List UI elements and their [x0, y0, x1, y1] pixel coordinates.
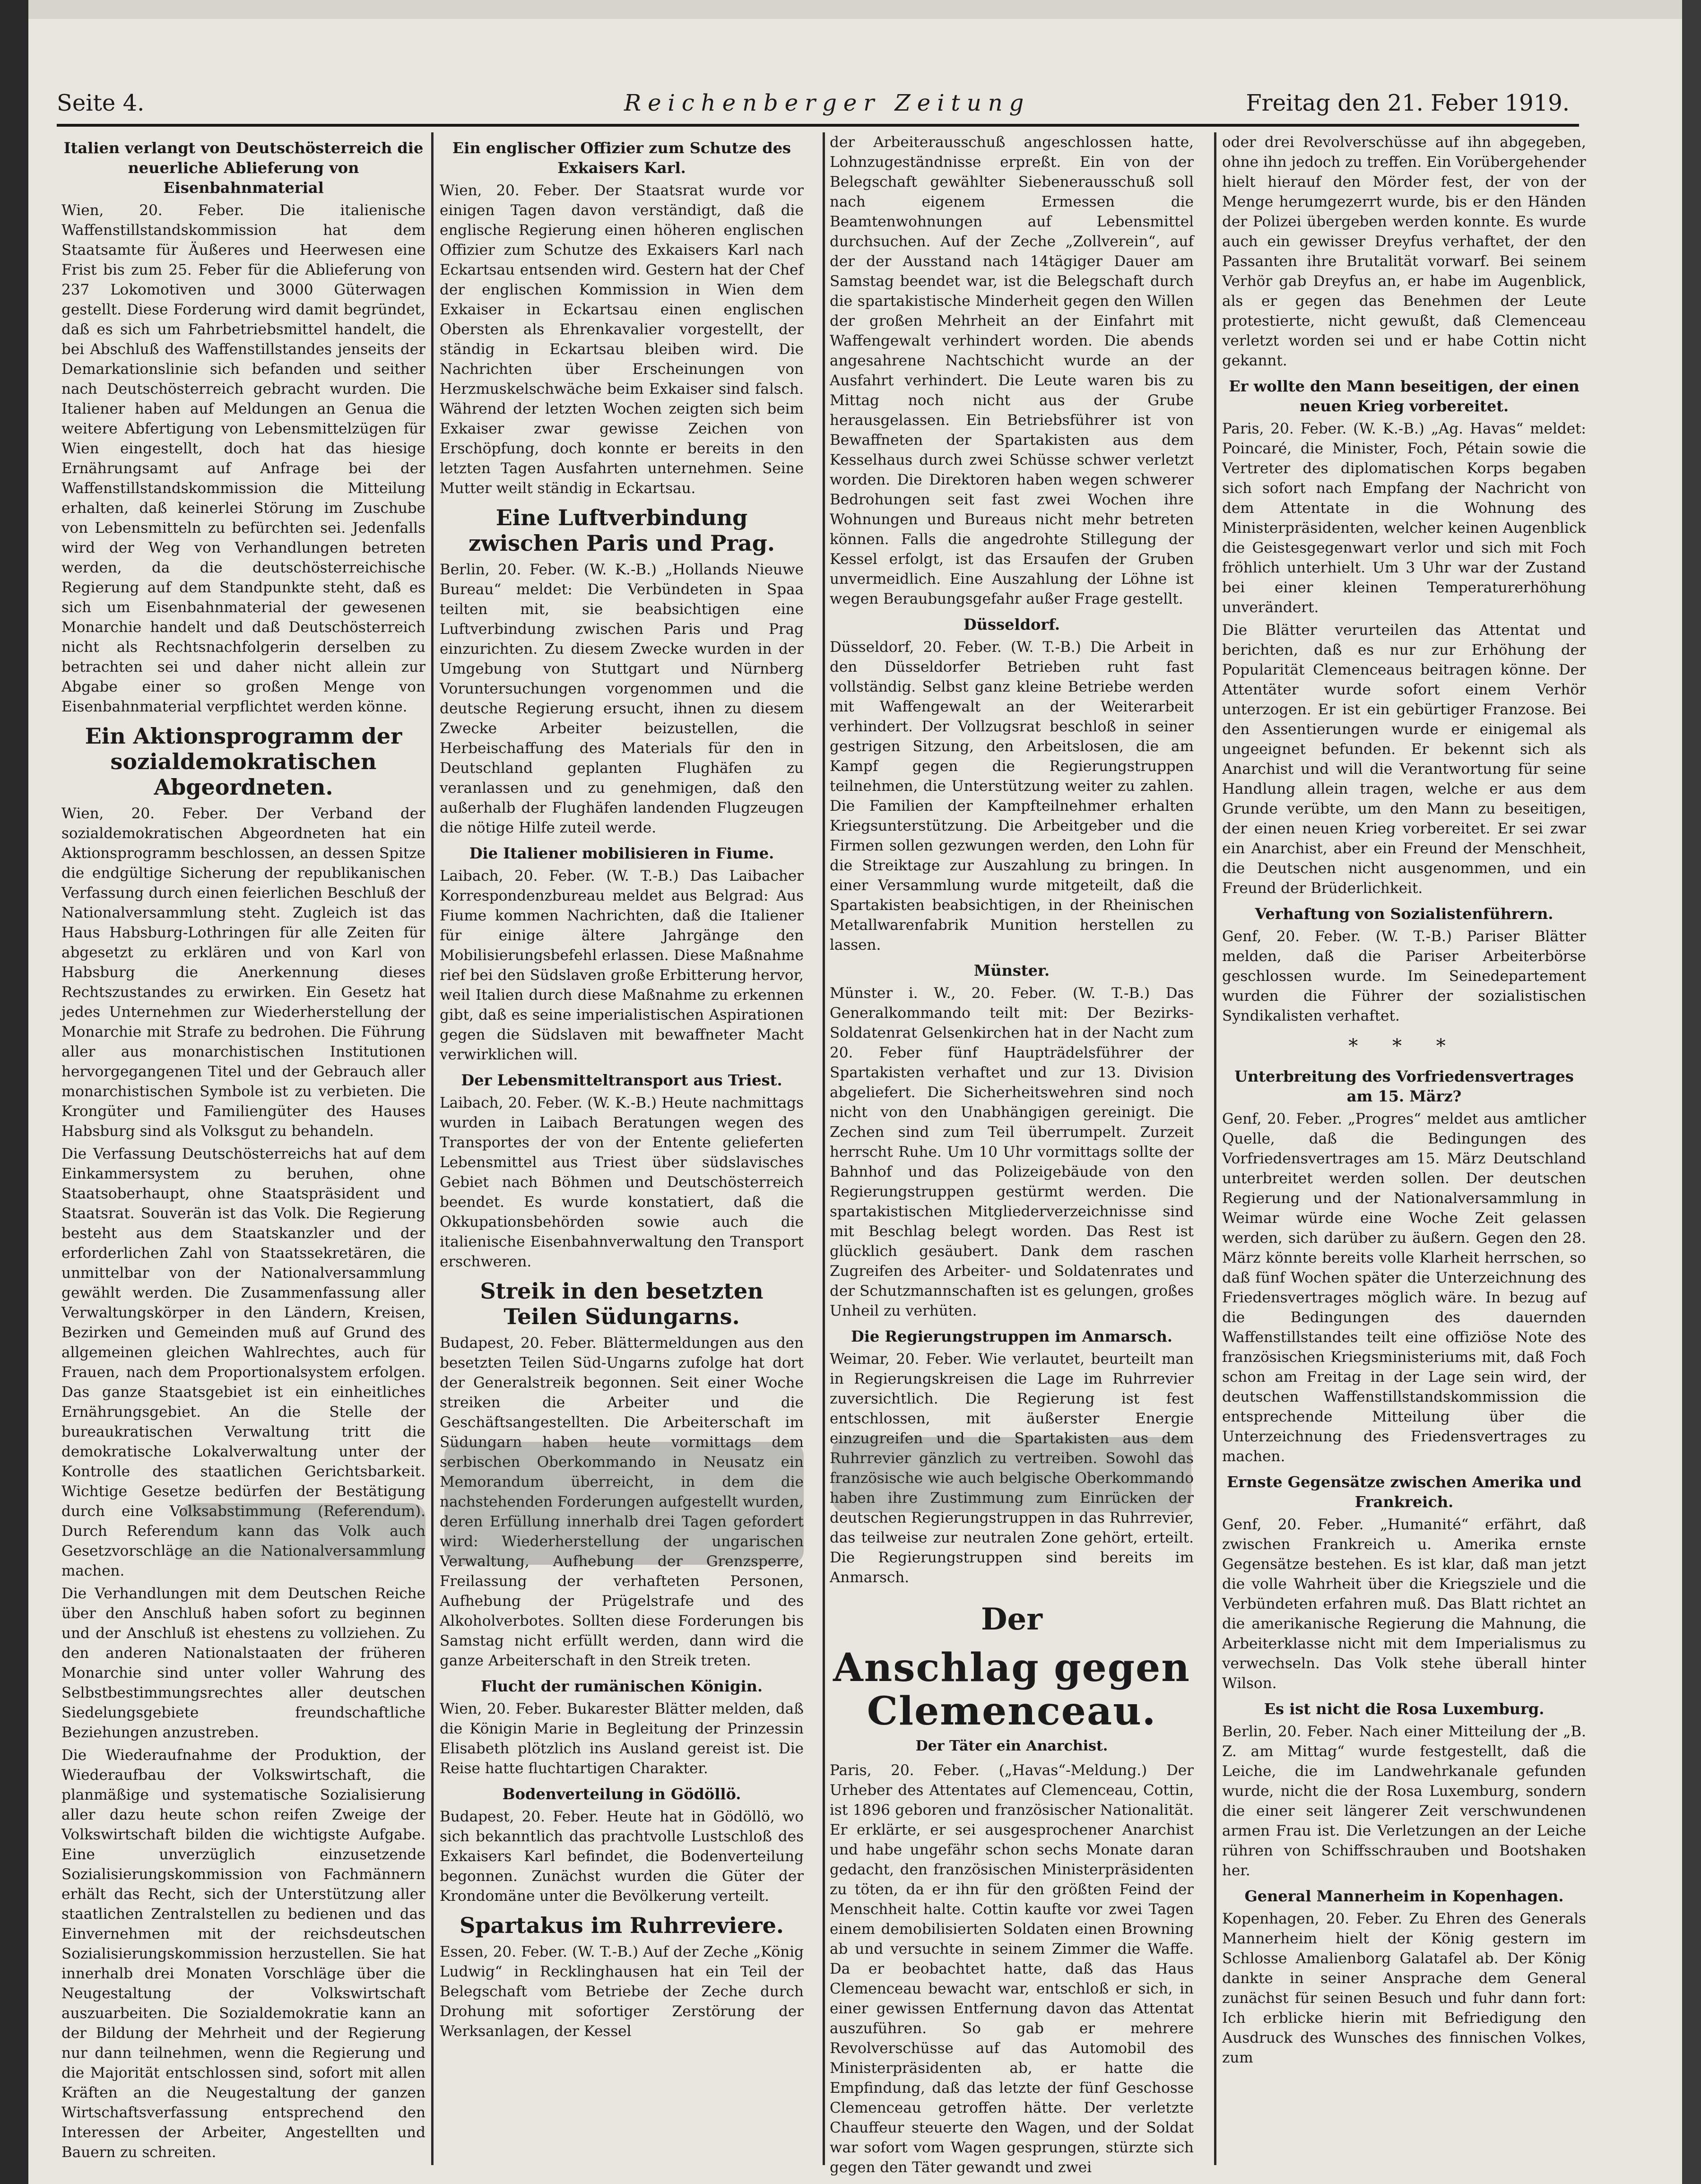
article-body: Paris, 20. Feber. („Havas“-Meldung.) Der Urheber des Attentates auf Clemenceau, Cottin, ist 1896 geboren und französischer Nationalität. Er erklärte, er sei ausgesprochener Anarchist und habe ungefähr schon sechs Monate daran gedacht, den französischen Ministerpräsidenten zu töten, da er ihn für den größten Feind der Menschheit halte. Cottin kaufte vor zwei Tagen einem demobilisierten Soldaten einen Browning ab und versuchte in seinem Zimmer die Waffe. Da er beobachtet hatte, daß das Haus Clemenceau bewacht war, entschloß er sich, in einer gewissen Entfernung davon das Attentat auszuführen. So gab er mehrere Revolverschüsse auf das Automobil des Ministerpräsidenten ab, er hatte die Empfindung, daß das letzte der fünf Geschosse Clemenceau getroffen hätte. Der verletzte Chauffeur steuerte den Wagen, und der Soldat war sofort vom Wagen gesprungen, stürzte sich gegen den Täter gewandt und zwei	[830, 1762, 1194, 2176]
article-body: Essen, 20. Feber. (W. T.-B.) Auf der Zeche „König Ludwig“ in Recklinghausen hat ein Teil der Belegschaft vom Betriebe der Zeche durch Drohung mit sofortiger Zerstörung der Werksanlagen, der Kessel	[440, 1943, 804, 2040]
column-1	[61, 132, 425, 2165]
article-headline: Eine Luftverbindung zwischen Paris und Prag.	[469, 505, 775, 556]
header-rule	[57, 124, 1579, 127]
ink-smudge	[444, 1442, 804, 1565]
article-body: Laibach, 20. Feber. (W. K.-B.) Heute nachmittags wurden in Laibach Beratungen wegen des Transportes der von der Entente gelieferten Lebensmittel aus Triest über südslavisches Gebiet nach Böhmen und Deutschösterreich beendet. Es wurde konstatiert, daß die Okkupationsbehörden sowie auch die italienische Eisenbahnverwaltung den Transport erschweren.	[440, 1094, 804, 1270]
article-body: Münster i. W., 20. Feber. (W. T.-B.) Das Generalkommando teilt mit: Der Bezirks-Soldatenrat Gelsenkirchen hat in der Nacht zum 20. Feber fünf Haupträdelsführer der Spartakisten verhaftet und zur 13. Division abgeliefert. Die Sicherheitswehren sind noch nicht von den Unabhängigen gereinigt. Die Zechen sind zum Teil überrumpelt. Zurzeit herrscht Ruhe. Um 10 Uhr vormittags sollte der Bahnhof und das Polizeigebäude von den Regierungstruppen gestürmt werden. Die spartakistischen Mitgliederverzeichnisse sind mit Beschlag belegt worden. Das Rest ist glücklich gesäubert. Dank dem raschen Zugreifen des Arbeiter- und Soldatenrates und der Schutzmannschaften ist es gelungen, großes Unheil zu verhüten.	[830, 985, 1194, 1319]
masthead: Reichenberger Zeitung	[624, 90, 1031, 116]
article-headline: Verhaftung von Sozialistenführern.	[1255, 905, 1553, 923]
article-body: Die Verfassung Deutschösterreichs hat auf dem Einkammersystem zu beruhen, ohne Staatsoberhaupt, ohne Staatspräsident und Staatsrat. Souverän ist das Volk. Die Regierung besteht aus dem Staatskanzler und der erforderlichen Zahl von Staatssekretären, die unmittelbar von der Nationalversammlung gewählt werden. Die Zusammenfassung aller Verwaltungskörper in den Ländern, Kreisen, Bezirken und Gemeinden muß auf Grund des allgemeinen gleichen Wahlrechtes, auch für Frauen, nach dem Proportionalsystem erfolgen. Das ganze Staatsgebiet ist ein einheitliches Ernährungsgebiet. An die Stelle der bureaukratischen Verwaltung tritt die demokratische Lokalverwaltung unter der Kontrolle des staatlichen Gerichtsbarkeit. Wichtige Gesetze bedürfen der Bestätigung durch eine Volksabstimmung (Referendum). Durch Referendum kann das Volk auch Gesetzvorschläge an die Nationalversammlung machen.	[61, 1145, 425, 1579]
column-3	[830, 132, 1194, 2176]
article-headline: Italien verlangt von Deutschösterreich die neuerliche Ablieferung von Eisenbahnmaterial	[63, 139, 424, 197]
section-separator: * * *	[1348, 1035, 1460, 1057]
feature-headline: Anschlag gegen Clemenceau.	[833, 1645, 1190, 1734]
article-body: Genf, 20. Feber. (W. T.-B.) Pariser Blätter melden, daß die Pariser Arbeiterbörse geschlossen wurde. Im Seinedepartement wurden die Führer der sozialistischen Syndikalisten verhaftet.	[1222, 928, 1586, 1024]
article-headline: Es ist nicht die Rosa Luxemburg.	[1264, 1700, 1545, 1718]
column-divider	[431, 132, 434, 2165]
article-headline: Die Italiener mobilisieren in Fiume.	[469, 844, 774, 862]
article-body: Wien, 20. Feber. Bukarester Blätter melden, daß die Königin Marie in Begleitung der Prinzessin Elisabeth plötzlich ins Ausland gereist ist. Die Reise hatte fluchtartigen Charakter.	[440, 1700, 804, 1777]
article-body: Wien, 20. Feber. Der Staatsrat wurde vor einigen Tagen davon verständigt, daß die englische Regierung einen höheren englischen Offizier zum Schutze des Exkaisers Karl nach Eckartsau entsenden wird. Gestern hat der Chef der englischen Kommission in Wien dem Exkaiser in Eckartsau einen englischen Obersten als Ehrenkavalier vorgestellt, der ständig in Eckartsau bleiben wird. Die Nachrichten über Erscheinungen von Herzmuskelschwäche beim Exkaiser sind falsch. Während der letzten Wochen zeigten sich beim Exkaiser zwar gewisse Zeichen von Erschöpfung, doch konnte er bereits in den letzten Tagen Ausfahrten unternehmen. Seine Mutter weilt ständig in Eckartsau.	[440, 182, 804, 497]
article-body: Weimar, 20. Feber. Wie verlautet, beurteilt man in Regierungskreisen die Lage im Ruhrrevier zuversichtlich. Die Regierung ist fest entschlossen, mit äußerster Energie einzugreifen und die Spartakisten aus dem Ruhrrevier gänzlich zu vertreiben. Sowohl das französische wie auch belgische Oberkommando haben ihre Zustimmung zum Einrücken der deutschen Regierungstruppen in das Ruhrrevier, das teilweise zur neutralen Zone gehört, erteilt. Die Regierungstruppen sind bereits im Anmarsch.	[830, 1351, 1194, 1586]
ink-smudge	[180, 1503, 425, 1560]
article-body: Wien, 20. Feber. Die italienische Waffenstillstandskommission hat dem Staatsamte für Äußeres und Heerwesen eine Frist bis zum 25. Feber für die Ablieferung von 237 Lokomotiven und 3000 Güterwagen gestellt. Diese Forderung wird damit begründet, daß es sich um Fahrbetriebsmittel handelt, die bei Abschluß des Waffenstillstandes jenseits der Demarkationslinie sich befanden und seither nach Deutschösterreich gebracht wurden. Die Italiener haben auf Meldungen an Genua die weitere Abfertigung von Lebensmittelzügen für Wien eingestellt, doch hat das hiesige Ernährungsamt auf Anfrage bei der Waffenstillstandskommission die Mitteilung erhalten, daß keinerlei Störung im Zuschube von Lebensmitteln zu befürchten sei. Jedenfalls wird der Weg von Verhandlungen betreten werden, da die deutschösterreichische Regierung auf dem Standpunkte steht, daß es sich um Eisenbahnmaterial der gewesenen Monarchie handelt und daß Deutschösterreich nicht als Rechtsnachfolgerin derselben zu betrachten sei und daher nicht allein zur Abgabe einer so großen Menge von Eisenbahnmaterial verpflichtet werden könne.	[61, 202, 425, 715]
article-headline: Unterbreitung des Vorfriedensvertrages am 15. März?	[1234, 1067, 1574, 1105]
column-divider	[823, 132, 825, 2165]
article-body: Die Verhandlungen mit dem Deutschen Reiche über den Anschluß haben sofort zu beginnen und der Anschluß ist ehestens zu vollziehen. Zu den anderen Nationalstaaten der früheren Monarchie sind unter voller Wahrung des Selbstbestimmungsrechtes aller deutschen Siedelungsgebiete freundschaftliche Beziehungen anzustreben.	[61, 1585, 425, 1741]
feature-headline-kicker: Der	[981, 1602, 1042, 1637]
page-number: Seite 4.	[57, 90, 145, 116]
article-headline: Der Lebensmitteltransport aus Triest.	[461, 1071, 782, 1089]
article-body: der Arbeiterausschuß angeschlossen hatte, Lohnzugeständnisse erpreßt. Ein von der Belegschaft gewählter Siebenerausschuß soll nach eigenem Ermessen die Beamtenwohnungen auf Lebensmittel durchsuchen. Auf der Zeche „Zollverein“, auf der der Ausstand nach 14tägiger Dauer am Samstag beendet war, ist die Belegschaft durch die spartakistische Minderheit gegen den Willen der großen Mehrheit an der Einfahrt mit Waffengewalt verhindert worden. Die abends angesahrene Nachtschicht wurde an der Ausfahrt verhindert. Die Leute waren bis zu Mittag noch nicht aus der Grube herausgelassen. Ein Betriebsführer ist von Bewaffneten der Spartakisten aus dem Kesselhaus durch zwei Schüsse schwer verletzt worden. Die Direktoren haben wegen schwerer Bedrohungen seit fast zwei Wochen ihre Wohnungen und Bureaus nicht mehr betreten können. Falls die angedrohte Stillegung der Kessel erfolgt, ist das Ersaufen der Gruben unvermeidlich. Eine Auszahlung der Löhne ist wegen Beraubungsgefahr außer Frage gestellt.	[830, 134, 1194, 607]
article-body: Laibach, 20. Feber. (W. T.-B.) Das Laibacher Korrespondenzbureau meldet aus Belgrad: Aus Fiume kommen Nachrichten, daß die Italiener für einige ältere Jahrgänge den Mobilisierungsbefehl erlassen. Diese Maßnahme rief bei den Südslaven große Erbitterung hervor, weil Italien durch diese Maßnahme zu erkennen gibt, daß es seine imperialistischen Aspirationen gegen die Südslaven mit bewaffneter Macht verwirklichen will.	[440, 867, 804, 1063]
page-header	[57, 90, 1570, 123]
article-body: Paris, 20. Feber. (W. K.-B.) „Ag. Havas“ meldet: Poincaré, die Minister, Foch, Pétain sowie die Vertreter des diplomatischen Korps begaben sich sofort nach Empfang der Nachricht von dem Attentate in die Wohnung des Ministerpräsidenten, welcher keinen Augenblick die Geistesgegenwart verlor und sich mit Foch fröhlich unterhielt. Um 3 Uhr war der Zustand bei einer kleinen Temperaturerhöhung unverändert.	[1222, 420, 1586, 616]
ink-smudge	[832, 1437, 1191, 1513]
article-headline: Die Regierungstruppen im Anmarsch.	[850, 1327, 1173, 1345]
article-body: Berlin, 20. Feber. Nach einer Mitteilung der „B. Z. am Mittag“ wurde festgestellt, daß die Leiche, die im Landwehrkanale gefunden wurde, nicht die der Rosa Luxemburg, sondern die einer seit längerer Zeit verschwundenen armen Frau ist. Die Verletzungen an der Leiche rühren von Schiffsschrauben und Bootshaken her.	[1222, 1723, 1586, 1879]
column-4	[1222, 132, 1586, 2165]
column-divider	[1214, 132, 1216, 2165]
article-headline: General Mannerheim in Kopenhagen.	[1244, 1887, 1564, 1905]
article-body: Die Blätter verurteilen das Attentat und berichten, daß es nur zur Erhöhung der Popularität Clemenceaus beitragen könne. Der Attentäter wurde sofort einem Verhör unterzogen. Er ist ein gebürtiger Franzose. Bei den Assentierungen wurde er einigemal als ungeeignet befunden. Er bekennt sich als Anarchist und will die Verantwortung für seine Handlung allein tragen, welche er aus dem Grunde verübte, um den Mann zu beseitigen, der einen neuen Krieg vorbereitet. Er sei zwar ein Anarchist, aber ein Freund der Menschheit, die Deutschen nicht ausgenommen, und ein Freund der Brüderlichkeit.	[1222, 622, 1586, 897]
article-body: oder drei Revolverschüsse auf ihn abgegeben, ohne ihn jedoch zu treffen. Ein Vorübergehender hielt hierauf den Mörder fest, der von der Menge herumgezerrt wurde, bis er den Händen der Polizei übergeben werden konnte. Es wurde auch ein gewisser Dreyfus verhaftet, der den Passanten ihre Brutalität vorwarf. Bei seinem Verhör gab Dreyfus an, er habe im Augenblick, als er gegen das Benehmen der Leute protestierte, nicht gewußt, daß Clemenceau verletzt worden sei und er habe Cottin nicht gekannt.	[1222, 134, 1586, 369]
feature-subheadline: Der Täter ein Anarchist.	[915, 1738, 1108, 1754]
article-body: Kopenhagen, 20. Feber. Zu Ehren des Generals Mannerheim hielt der König gestern im Schlosse Amalienborg Galatafel ab. Der König dankte in seiner Ansprache dem General zunächst für seinen Besuch und fuhr dann fort: Ich erblicke hierin mit Befriedigung den Ausdruck des Wunsches des finnischen Volkes, zum	[1222, 1910, 1586, 2066]
article-headline: Ein Aktionsprogramm der sozialdemokratischen Abgeordneten.	[85, 723, 402, 800]
article-body: Die Wiederaufnahme der Produktion, der Wiederaufbau der Volkswirtschaft, die planmäßige und systematische Sozialisierung aller dazu heute schon reifen Zweige der Volkswirtschaft bilden die wichtigste Aufgabe. Eine unverzüglich einzusetzende Sozialisierungskommission von Fachmännern erhält das Recht, sich der Unterstützung aller staatlichen Zentralstellen zu bedienen und das Einvernehmen mit der reichsdeutschen Sozialisierungskommission herzustellen. Sie hat innerhalb drei Monaten Vorschläge über die Neugestaltung der Volkswirtschaft auszuarbeiten. Die Sozialdemokratie kann an der Bildung der Mehrheit und der Regierung nur dann teilnehmen, wenn die Regierung und die Majorität entschlossen sind, sofort mit allen Kräften an die Neugestaltung der ganzen Wirtschaftsverfassung entsprechend den Interessen der Arbeiter, Angestellten und Bauern zu schreiten.	[61, 1747, 425, 2161]
article-headline: Streik in den besetzten Teilen Südungarns.	[480, 1278, 764, 1329]
article-body: Berlin, 20. Feber. (W. K.-B.) „Hollands Nieuwe Bureau“ meldet: Die Verbündeten in Spaa teilten mit, sie beabsichtigen eine Luftverbindung zwischen Paris und Prag einzurichten. Zu diesem Zwecke wurden in der Umgebung von Stuttgart und Nürnberg Voruntersuchungen vorgenommen und die deutsche Regierung ersucht, ihnen zu diesem Zwecke Arbeiter beizustellen, die Herbeischaffung des Materials für den in Deutschland geplanten Flughäfen zu veranlassen und zu genehmigen, daß den außerhalb der Flughäfen landenden Flugzeugen die nötige Hilfe zuteil werde.	[440, 561, 804, 836]
article-headline: Düsseldorf.	[963, 615, 1060, 633]
article-body: Genf, 20. Feber. „Humanité“ erfährt, daß zwischen Frankreich u. Amerika ernste Gegensätze bestehen. Es ist klar, daß man jetzt die volle Wahrheit über die Kriegsziele und die Verbündeten erfahren muß. Das Blatt richtet an die amerikanische Regierung die Mahnung, die Arbeiterklasse nicht mit dem Imperialismus zu verwechseln. Das Volk stehe überall hinter Wilson.	[1222, 1516, 1586, 1692]
scan-border-top	[0, 0, 1701, 19]
article-headline: Ein englischer Offizier zum Schutze des Exkaisers Karl.	[452, 139, 791, 177]
scan-edge-right	[1682, 0, 1701, 2184]
article-body: Düsseldorf, 20. Feber. (W. T.-B.) Die Arbeit in den Düsseldorfer Betrieben ruht fast vollständig. Selbst ganz kleine Betriebe werden mit Waffengewalt an der Weiterarbeit verhindert. Der Vollzugsrat beschloß in seiner gestrigen Sitzung, den Arbeitslosen, die am Kampf gegen die Regierungstruppen teilnehmen, die Unterstützung weiter zu zahlen. Die Familien der Kampfteilnehmer erhalten Kriegsunterstützung. Die Arbeitgeber und die Firmen sollen gezwungen werden, den Lohn für die Streiktage zur Auszahlung zu bringen. In einer Versammlung wurde mitgeteilt, daß die Spartakisten beabsichtigen, in der Rheinischen Metallwarenfabrik Munition herstellen zu lassen.	[830, 639, 1194, 953]
article-headline: Flucht der rumänischen Königin.	[480, 1677, 763, 1695]
article-body: Budapest, 20. Feber. Heute hat in Gödöllö, wo sich bekanntlich das prachtvolle Lustschloß des Exkaisers Karl befindet, die Bodenverteilung begonnen. Zunächst wurden die Güter der Krondomäne unter die Bevölkerung verteilt.	[440, 1808, 804, 1905]
article-body: Genf, 20. Feber. „Progres“ meldet aus amtlicher Quelle, daß die Bedingungen des Vorfriedensvertrages am 15. März Deutschland unterbreitet werden sollen. Der deutschen Regierung und der Nationalversammlung in Weimar würde eine Woche Zeit gelassen werden, sich darüber zu äußern. Gegen den 28. März könnte bereits volle Klarheit herrschen, so daß fünf Wochen später die Unterzeichnung des Friedensvertrages möglich wäre. In bezug auf die Bedingungen des dauernden Waffenstillstandes teilt eine offiziöse Note des französischen Kriegsministeriums mit, daß Foch schon am Freitag in der Lage sein wird, der deutschen Waffenstillstandskommission die entsprechende Mitteilung über die Unterzeichnung des Friedensvertrages zu machen.	[1222, 1110, 1586, 1465]
article-headline: Bodenverteilung in Gödöllö.	[502, 1785, 741, 1803]
article-body: Budapest, 20. Feber. Blättermeldungen aus den besetzten Teilen Süd-Ungarns zufolge hat dort der Generalstreik begonnen. Seit einer Woche streiken die Arbeiter und die Geschäftsangestellten. Die Arbeiterschaft im Südungarn haben heute vormittags dem serbischen Oberkommando in Neusatz ein Memorandum überreicht, in dem die nachstehenden Forderungen aufgestellt wurden, deren Erfüllung innerhalb drei Tagen gefordert wird: Wiederherstellung der ungarischen Verwaltung, Aufhebung der Grenzsperre, Freilassung der verhafteten Personen, Aufhebung der Prügelstrafe und des Alkoholverbotes. Sollten diese Forderungen bis Samstag nicht erfüllt werden, dann wird die ganze Arbeiterschaft in den Streik treten.	[440, 1335, 804, 1669]
article-headline: Münster.	[973, 962, 1050, 979]
issue-date: Freitag den 21. Feber 1919.	[1246, 90, 1570, 116]
article-headline: Ernste Gegensätze zwischen Amerika und Frankreich.	[1226, 1473, 1582, 1511]
article-body: Wien, 20. Feber. Der Verband der sozialdemokratischen Abgeordneten hat ein Aktionsprogramm beschlossen, an dessen Spitze die endgültige Sicherung der republikanischen Verfassung durch einen feierlichen Beschluß der Nationalversammlung steht. Zugleich ist das Haus Habsburg-Lothringen für alle Zeiten für abgesetzt zu erklären und von Karl von Habsburg die Anerkennung dieses Rechtszustandes zu erwirken. Ein Gesetz hat jedes Unternehmen zur Wiederherstellung der Monarchie mit Strafe zu bedrohen. Die Führung aller aus monarchistischen Institutionen hervorgegangenen Titel und der Gebrauch aller monarchistischen Symbole ist zu verbieten. Die Krongüter und Familiengüter des Hauses Habsburg sind als Volksgut zu behandeln.	[61, 805, 425, 1140]
scan-edge-left	[0, 0, 28, 2184]
column-2	[440, 132, 804, 2165]
article-headline: Spartakus im Ruhrreviere.	[460, 1913, 784, 1938]
article-headline: Er wollte den Mann beseitigen, der einen neuen Krieg vorbereitet.	[1229, 377, 1580, 415]
